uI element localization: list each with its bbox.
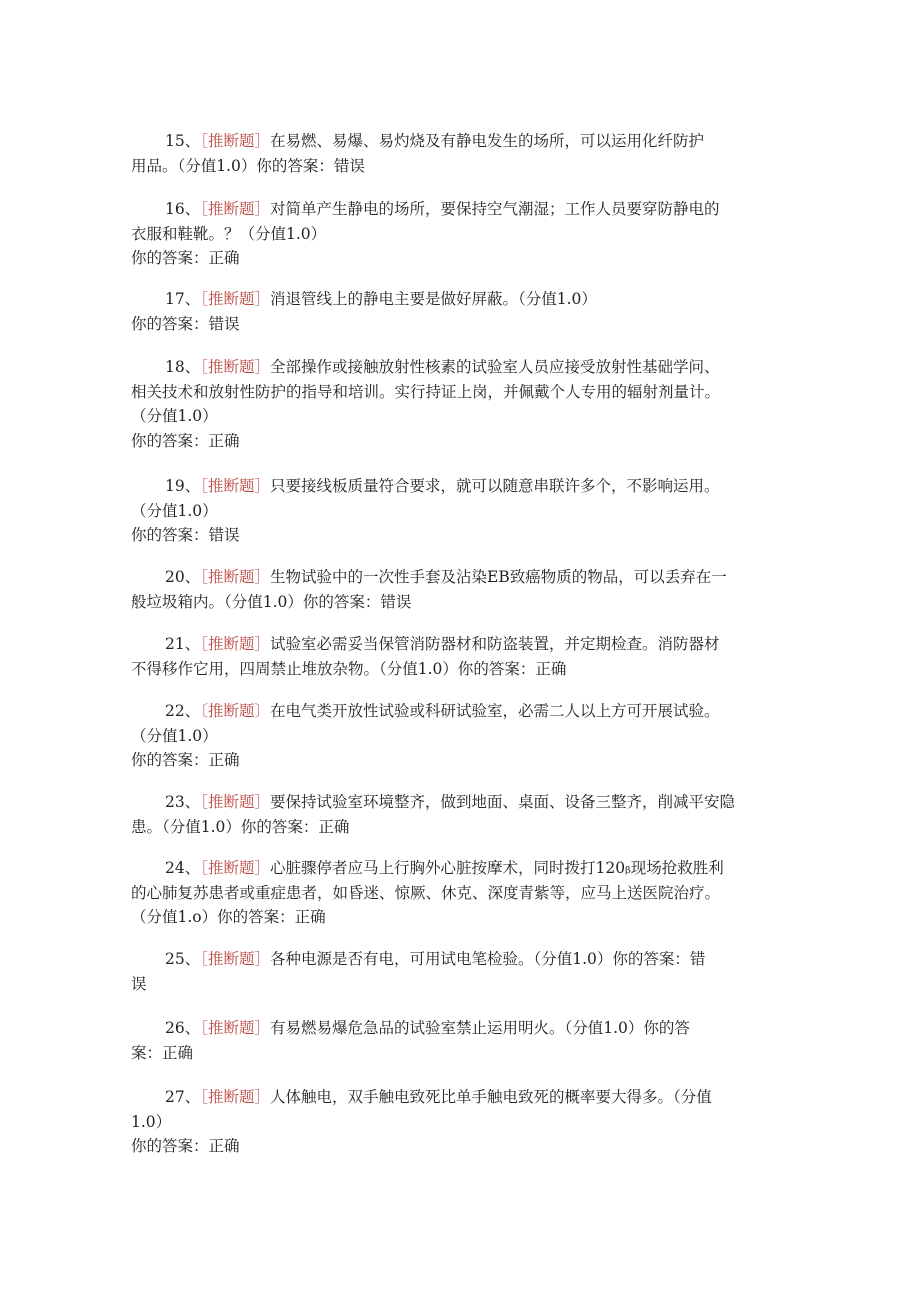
question-number: 27、	[165, 1088, 201, 1106]
question-text: 全部操作或接触放射性核素的试验室人员应接受放射性基础学问、	[270, 358, 720, 376]
question-text: 消退管线上的静电主要是做好屏蔽。（分值1.0）	[270, 290, 597, 308]
question-25	[131, 947, 796, 996]
question-line	[131, 1016, 796, 1041]
question-type-tag: ［推断题］	[200, 1019, 270, 1037]
question-text: 生物试验中的一次性手套及沾染EB致癌物质的物品，可以丢弃在一	[270, 568, 727, 586]
question-23	[131, 790, 796, 839]
question-26	[131, 1016, 796, 1065]
question-line: 用品。（分值1.0）你的答案：错误	[131, 156, 365, 175]
question-line	[131, 947, 796, 972]
question-text: 要保持试验室环境整齐，做到地面、桌面、设备三整齐，削减平安隐	[270, 793, 736, 811]
question-number: 21、	[165, 635, 201, 653]
question-type-tag: ［推断题］	[200, 477, 270, 495]
question-type-tag: ［推断题］	[200, 132, 270, 150]
question-number: 24、	[165, 859, 201, 877]
question-line	[131, 1085, 796, 1110]
question-line	[131, 474, 796, 499]
question-type-tag: ［推断题］	[200, 859, 270, 877]
question-text: 对简单产生静电的场所，要保持空气潮湿；工作人员要穿防静电的	[270, 200, 720, 218]
question-line: 般垃圾箱内。（分值1.0）你的答案：错误	[131, 592, 412, 611]
question-line: 的心肺复苏患者或重症患者，如昏迷、惊厥、休克、深度青紫等，应马上送医院治疗。	[131, 883, 721, 902]
question-line: （分值1.0）	[131, 501, 218, 520]
question-type-tag: ［推断题］	[200, 290, 270, 308]
question-number: 17、	[165, 290, 201, 308]
question-number: 18、	[165, 358, 201, 376]
question-21	[131, 632, 796, 681]
question-line: 相关技术和放射性防护的指导和培训。实行持证上岗，并佩戴个人专用的辐射剂量计。	[131, 382, 721, 401]
question-type-tag: ［推断题］	[200, 635, 270, 653]
question-text: 各种电源是否有电，可用试电笔检验。（分值1.0）你的答案：错	[270, 950, 706, 968]
question-number: 15、	[165, 132, 201, 150]
question-number: 25、	[165, 950, 201, 968]
question-type-tag: ［推断题］	[200, 568, 270, 586]
question-number: 23、	[165, 793, 201, 811]
answer-line: 你的答案：正确	[131, 431, 240, 450]
question-line: 1.0）	[131, 1112, 172, 1131]
question-line: 衣服和鞋靴。？（分值1.0）	[131, 224, 327, 243]
answer-line: 你的答案：正确	[131, 249, 240, 267]
question-text: 在电气类开放性试验或科研试验室，必需二人以上方可开展试验。	[270, 702, 720, 720]
question-type-tag: ［推断题］	[200, 793, 270, 811]
question-text: 心脏骤停者应马上行胸外心脏按摩术，同时拨打120ᵦ现场抢救胜利	[270, 859, 724, 877]
question-22	[131, 699, 796, 773]
question-number: 19、	[165, 477, 201, 495]
question-line	[131, 197, 796, 222]
question-line	[131, 565, 796, 590]
question-text: 人体触电，双手触电致死比单手触电致死的概率要大得多。（分值	[270, 1088, 712, 1106]
question-line	[131, 355, 796, 380]
question-24	[131, 856, 796, 930]
question-line	[131, 129, 796, 154]
question-line: （分值1.0）	[131, 407, 218, 425]
question-18	[131, 355, 796, 453]
question-line	[131, 287, 796, 312]
question-type-tag: ［推断题］	[200, 950, 270, 968]
question-line	[131, 790, 796, 815]
question-type-tag: ［推断题］	[200, 358, 270, 376]
question-line	[131, 632, 796, 657]
question-15	[131, 129, 796, 178]
question-19	[131, 474, 796, 548]
question-line: 不得移作它用，四周禁止堆放杂物。（分值1.0）你的答案：正确	[131, 659, 567, 678]
question-number: 22、	[165, 702, 201, 720]
question-number: 26、	[165, 1019, 201, 1037]
question-type-tag: ［推断题］	[200, 200, 270, 218]
question-line: （分值1.0）	[131, 726, 218, 745]
question-line: 误	[131, 974, 147, 993]
answer-line: 你的答案：错误	[131, 314, 240, 333]
question-16	[131, 197, 796, 271]
question-number: 16、	[165, 200, 201, 218]
question-type-tag: 〔推断题〕	[200, 702, 270, 720]
answer-line: 你的答案：正确	[131, 751, 240, 769]
question-line	[131, 699, 796, 724]
answer-line: 你的答案：正确	[131, 1137, 240, 1155]
question-17	[131, 287, 796, 336]
question-text: 试验室必需妥当保管消防器材和防盗装置，并定期检查。消防器材	[270, 635, 720, 653]
question-line: （分值1.o）你的答案：正确	[131, 908, 326, 926]
answer-line: 你的答案：错误	[131, 526, 240, 544]
question-20	[131, 565, 796, 614]
question-line	[131, 856, 796, 881]
question-line: 患。（分值1.0）你的答案：正确	[131, 817, 350, 836]
question-27	[131, 1085, 796, 1159]
question-text: 有易燃易爆危急品的试验室禁止运用明火。（分值1.0）你的答	[270, 1019, 690, 1037]
question-number: 20、	[165, 568, 201, 586]
question-text: 在易燃、易爆、易灼烧及有静电发生的场所，可以运用化纤防护	[270, 132, 705, 150]
question-type-tag: ［推断题］	[200, 1088, 270, 1106]
question-line: 案：正确	[131, 1043, 194, 1062]
question-text: 只要接线板质量符合要求，就可以随意串联许多个，不影响运用。	[270, 477, 720, 495]
